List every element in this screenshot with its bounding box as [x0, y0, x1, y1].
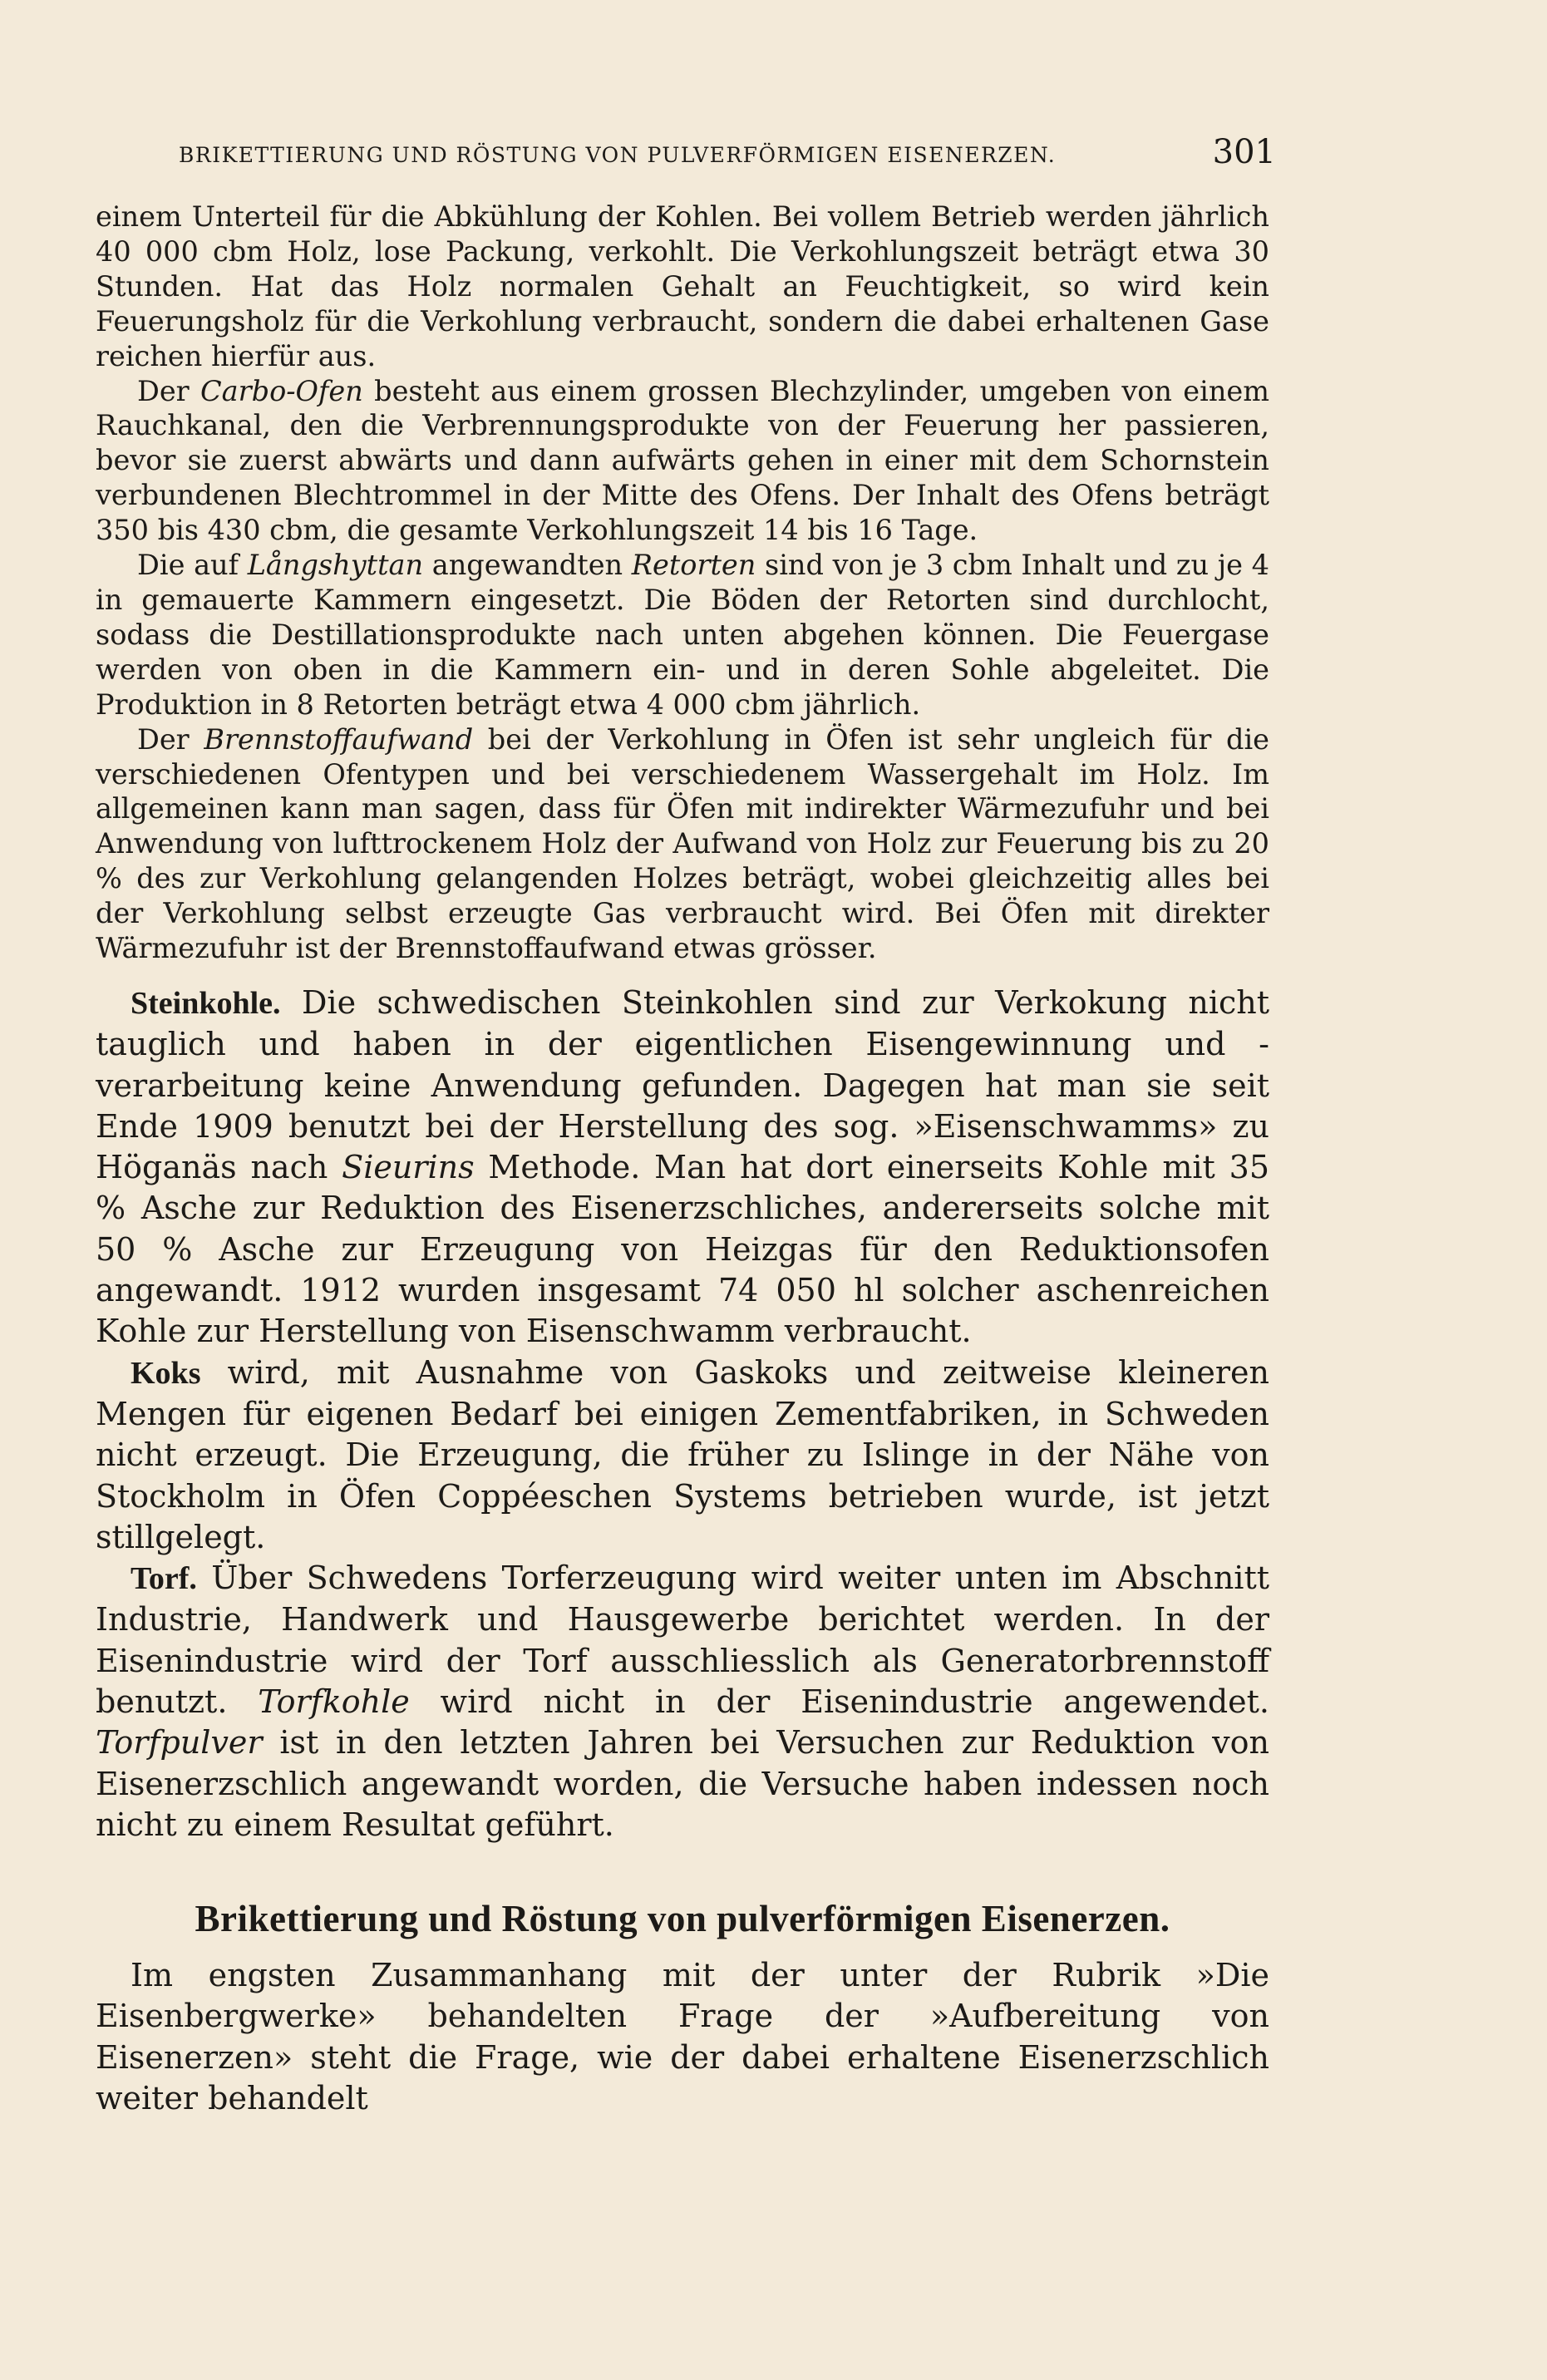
paragraph-koks: [96, 1353, 1269, 1558]
paragraph-torf: [96, 1558, 1269, 1845]
text-run: angewandten: [423, 549, 632, 582]
section-heading: Brikettierung und Röstung von pulverförmigen Eisenerzen.: [195, 1898, 1170, 1940]
large-print-block: [96, 983, 1269, 2119]
text-run: sind von je 3 cbm Inhalt und zu je 4 in gemauerte Kammern eingesetzt. Die Böden der Retorten sind durchlocht, sodass die Destillationsprodukte nach unten abgehen können. Die Feuergase werden von oben in die Kammern ein- und in deren Sohle abgeleitet. Die Produktion in 8 Retorten beträgt etwa 4 000 cbm jährlich.: [96, 549, 1269, 721]
text-run: besteht aus einem grossen Blechzylinder, umgeben von einem Rauchkanal, den die Verbrennungsprodukte von der Feuerung her passieren, bevor sie zuerst abwärts und dann aufwärts gehen in einer mit dem Schornstein verbundenen Blechtrommel in der Mitte des Ofens. Der Inhalt des Ofens beträgt 350 bis 430 cbm, die gesamte Verkohlungszeit 14 bis 16 Tage.: [96, 374, 1269, 547]
paragraph-text: einem Unterteil für die Abkühlung der Kohlen. Bei vollem Betrieb werden jährlich 40 000 cbm Holz, lose Packung, verkohlt. Die Verkohlungszeit beträgt etwa 30 Stunden. Hat das Holz normalen Gehalt an Feuchtigkeit, so wird kein Feuerungsholz für die Verkohlung verbraucht, sondern die dabei erhaltenen Gase reichen hierfür aus.: [96, 200, 1269, 372]
text-run: wird nicht in der Eisenindustrie angewendet.: [409, 1683, 1269, 1720]
runin-heading-steinkohle: Steinkohle.: [131, 985, 281, 1021]
text-run: Der: [137, 722, 204, 756]
text-run: ist in den letzten Jahren bei Versuchen zur Reduktion von Eisenerzschlich angewandt worden, die Versuche haben indessen noch nicht zu einem Resultat geführt.: [96, 1724, 1269, 1843]
term-brennstoffaufwand: Brennstoffaufwand: [204, 722, 474, 756]
term-sieurins: Sieurins: [342, 1149, 475, 1186]
small-print-block: [96, 200, 1269, 966]
paragraph-retorten: [96, 548, 1269, 722]
paragraph-brennstoffaufwand: [96, 722, 1269, 966]
term-langshyttan: Långshyttan: [247, 549, 424, 582]
paragraph-text: Im engsten Zusammanhang mit der unter der Rubrik »Die Eisenbergwerke» behandelten Frage der »Aufbereitung von Eisenerzen» steht die Frage, wie der dabei erhaltene Eisenerzschlich weiter behandelt: [96, 1957, 1269, 2117]
page-header: [179, 133, 1276, 183]
text-run: Der: [137, 374, 200, 407]
text-run: bei der Verkohlung in Öfen ist sehr ungleich für die verschiedenen Ofentypen und bei verschiedenem Wassergehalt im Holz. Im allgemeinen kann man sagen, dass für Öfen mit indirekter Wärmezufuhr und bei Anwendung von lufttrockenem Holz der Aufwand von Holz zur Feuerung bis zu 20 % des zur Verkohlung gelangenden Holzes beträgt, wobei gleichzeitig alles bei der Verkohlung selbst erzeugte Gas verbraucht wird. Bei Öfen mit direkter Wärmezufuhr ist der Brennstoffaufwand etwas grösser.: [96, 722, 1269, 965]
runin-heading-torf: Torf.: [131, 1561, 197, 1597]
text-run: Die schwedischen Steinkohlen sind zur Verkokung nicht tauglich und haben in der eigentlichen Eisengewinnung und -verarbeitung keine Anwendung gefunden. Dagegen hat man sie seit Ende 1909 benutzt bei der Herstellung des sog. »Eisenschwamms» zu Höganäs nach: [96, 983, 1269, 1186]
text-run: Die auf: [137, 549, 248, 582]
page-body: [96, 200, 1269, 2119]
runin-heading-koks: Koks: [131, 1355, 201, 1391]
term-carbo-ofen: Carbo-Ofen: [200, 374, 363, 407]
page-number: 301: [1212, 133, 1276, 171]
paragraph-carbo-ofen: [96, 374, 1269, 549]
text-run: Methode. Man hat dort einerseits Kohle mit 35 % Asche zur Reduktion des Eisenerzschliches, andererseits solche mit 50 % Asche zur Erzeugung von Heizgas für den Reduktionsofen angewandt. 1912 wurden insgesamt 74 050 hl solcher aschenreichen Kohle zur Herstellung von Eisenschwamm verbraucht.: [96, 1149, 1269, 1350]
term-torfpulver: Torfpulver: [96, 1724, 263, 1762]
running-head: BRIKETTIERUNG UND RÖSTUNG VON PULVERFÖRMIGEN EISENERZEN.: [179, 143, 1057, 167]
text-run: wird, mit Ausnahme von Gaskoks und zeitweise kleineren Mengen für eigenen Bedarf bei einigen Zementfabriken, in Schweden nicht erzeugt. Die Erzeugung, die früher zu Islinge in der Nähe von Stockholm in Öfen Coppéeschen Systems betrieben wurde, ist jetzt stillgelegt.: [96, 1353, 1269, 1555]
paragraph-section-intro: [96, 1955, 1269, 2119]
paragraph-steinkohle: [96, 983, 1269, 1353]
text-run: Über Schwedens Torferzeugung wird weiter unten im Abschnitt Industrie, Handwerk und Hausgewerbe berichtet werden. In der Eisenindustrie wird der Torf ausschliesslich als Generatorbrennstoff benutzt.: [96, 1560, 1269, 1720]
paragraph-verkohlung-intro: [96, 200, 1269, 374]
term-torfkohle: Torfkohle: [258, 1683, 410, 1720]
term-retorten: Retorten: [631, 549, 756, 582]
